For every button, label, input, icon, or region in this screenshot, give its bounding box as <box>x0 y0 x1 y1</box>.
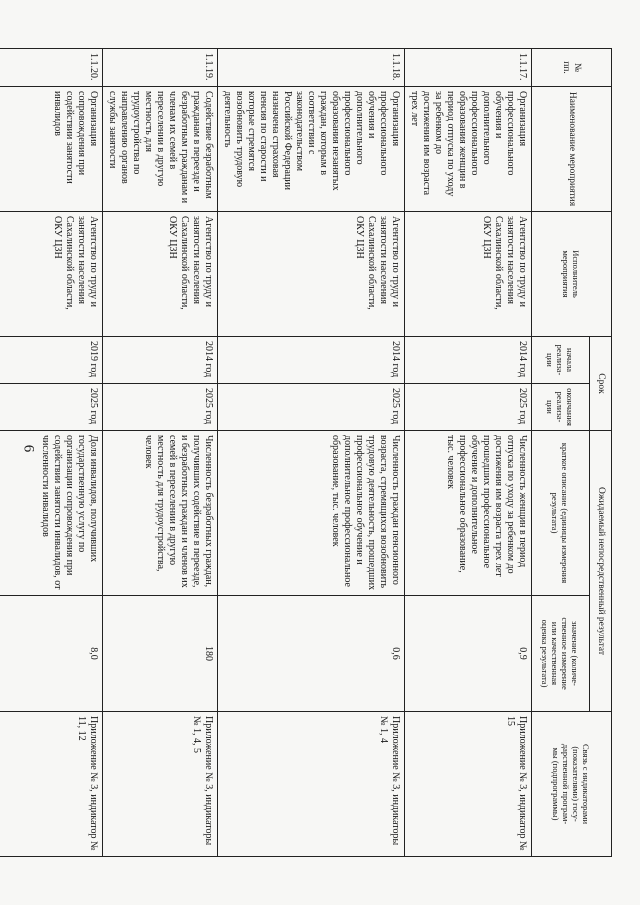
table-row <box>0 49 103 857</box>
header-result-value: значение (количе- ственное измерение или качественная оценка результата) <box>532 596 590 712</box>
row-desc: Доля инвалидов, получивших государственную услугу по организации сопровождения при содействии занятости инвалидов, от численности инвалидов <box>0 431 103 596</box>
row-start: 2019 год <box>0 337 103 384</box>
row-start: 2014 год <box>405 337 532 384</box>
row-end: 2025 год <box>218 384 405 431</box>
row-link: Приложение № 3, индикатор № 15 <box>405 712 532 857</box>
row-executor: Агентство по труду и занятости населения Сахалинской области, ОКУ ЦЗН <box>0 212 103 337</box>
row-name: Организация сопровождения при содействии занятости инвалидов <box>0 87 103 212</box>
measures-table <box>0 48 612 857</box>
row-name: Организация профессионального обучения и дополнительного профессионального образования незанятых граждан, которым в соответствии с законодательством Российской Федерации назначена страховая пенсия по старости и которые стремятся возобновить трудовую деятельность <box>218 87 405 212</box>
row-value: 0,9 <box>405 596 532 712</box>
row-desc: Численность женщин в период отпуска по уходу за ребенком до достижения им возраста трех лет прошедших профессиональное обучение и дополнительное профессиональное образование, тыс. человек <box>405 431 532 596</box>
table-row <box>103 49 218 857</box>
row-link: Приложение № 3, индикаторы № 1, 4 <box>218 712 405 857</box>
header-term-end: окончания реализа- ции <box>532 384 590 431</box>
row-executor: Агентство по труду и занятости населения Сахалинской области, ОКУ ЦЗН <box>218 212 405 337</box>
row-name: Организация профессионального обучения и дополнительного профессионального образования женщин в период отпуска по уходу за ребенком до достижения им возраста трех лет <box>405 87 532 212</box>
row-start: 2014 год <box>218 337 405 384</box>
header-name: Наименование мероприятия <box>532 87 612 212</box>
header-executor: Исполнитель мероприятия <box>532 212 612 337</box>
row-desc: Численность граждан пенсионного возраста, стремящихся возобновить трудовую деятельность, прошедших профессиональное обучение и дополнительное профессиональное образование, тыс. человек <box>218 431 405 596</box>
row-end: 2025 год <box>0 384 103 431</box>
row-value: 180 <box>103 596 218 712</box>
row-link: Приложение № 3, индикатор № 11, 12 <box>0 712 103 857</box>
row-num: 1.1.20. <box>0 49 103 87</box>
row-value: 8,0 <box>0 596 103 712</box>
row-desc: Численность безработных граждан, получивших содействие в переезде, и безработных граждан и членов их семей в переселении в другую местность для трудоустройства, человек <box>103 431 218 596</box>
table-row <box>405 49 532 857</box>
header-result: Ожидаемый непосредственный результат <box>590 431 612 712</box>
row-num: 1.1.18. <box>218 49 405 87</box>
rotated-table-page <box>40 48 612 856</box>
table-row <box>218 49 405 857</box>
header-term-start: начала реализа- ции <box>532 337 590 384</box>
row-num: 1.1.19. <box>103 49 218 87</box>
header-link: Связь с индикаторами (показателями) госу- дарственной програм- мы (подпрограммы) <box>532 712 612 857</box>
page-number: 6 <box>20 444 37 453</box>
row-value: 0,6 <box>218 596 405 712</box>
row-name: Содействие безработным гражданам в переезде и безработным гражданам и членам их семей в переселении в другую местность для трудоустройства по направлению органов службы занятости <box>103 87 218 212</box>
row-num: 1.1.17. <box>405 49 532 87</box>
row-executor: Агентство по труду и занятости населения Сахалинской области, ОКУ ЦЗН <box>103 212 218 337</box>
header-num: № пп. <box>532 49 612 87</box>
row-end: 2025 год <box>103 384 218 431</box>
row-end: 2025 год <box>405 384 532 431</box>
row-start: 2014 год <box>103 337 218 384</box>
header-term: Срок <box>590 337 612 431</box>
row-link: Приложение № 3, индикаторы № 1, 4, 5 <box>103 712 218 857</box>
row-executor: Агентство по труду и занятости населения Сахалинской области, ОКУ ЦЗН <box>405 212 532 337</box>
header-result-desc: краткое описание (единицы измерения результата) <box>532 431 590 596</box>
